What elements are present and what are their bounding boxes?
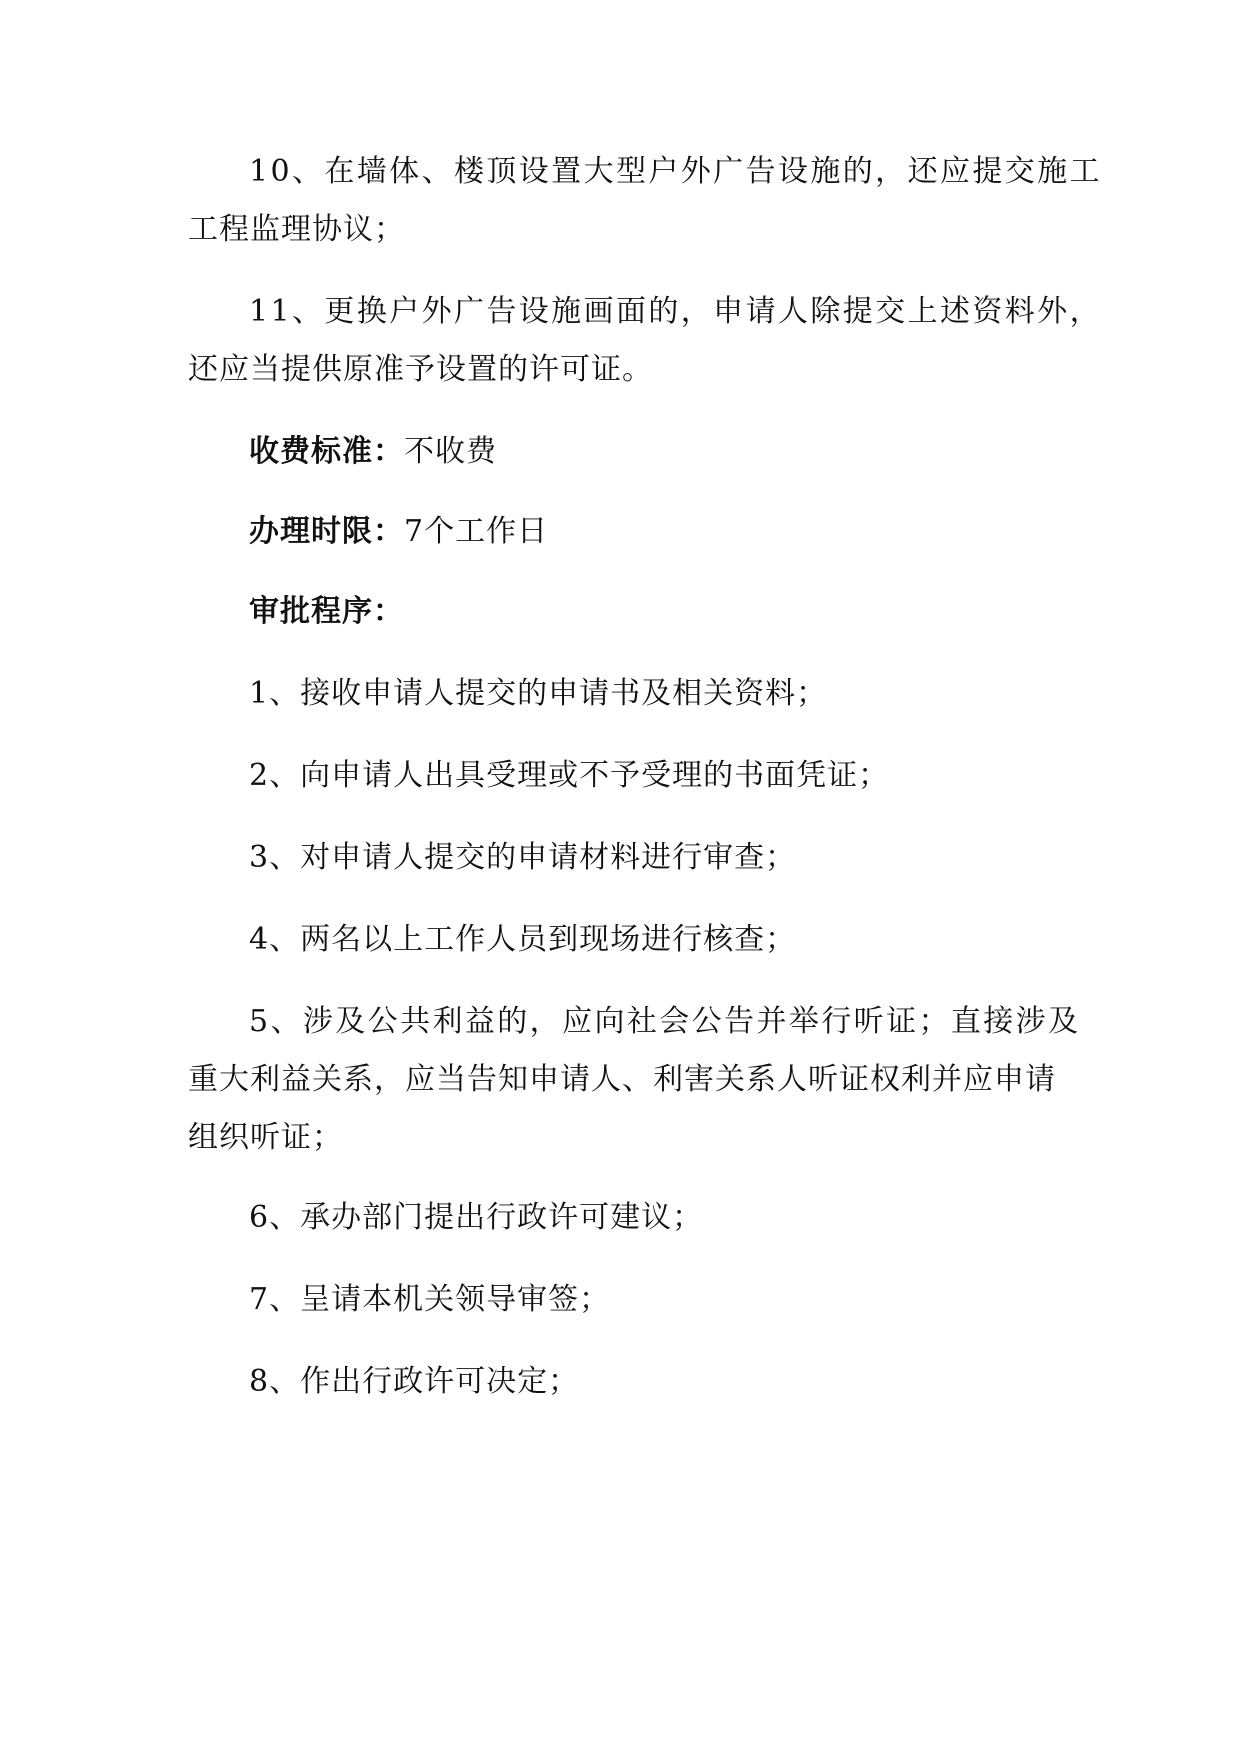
time-limit-value: 7个工作日 [404, 514, 549, 549]
procedure-step-2: 2、向申请人出具受理或不予受理的书面凭证； [249, 758, 890, 793]
time-limit-label: 办理时限： [249, 514, 404, 549]
fee-value: 不收费 [404, 434, 497, 469]
procedure-step-1: 1、接收申请人提交的申请书及相关资料； [249, 676, 828, 711]
time-limit [249, 512, 548, 552]
procedure-step-4: 4、两名以上工作人员到现场进行核查； [249, 922, 797, 957]
procedure-step-5-line-2: 重大利益关系，应当告知申请人、利害关系人听证权利并应申请 [188, 1062, 1056, 1097]
procedure-step-3: 3、对申请人提交的申请材料进行审查； [249, 840, 797, 875]
procedure-step-7: 7、呈请本机关领导审签； [249, 1282, 611, 1317]
fee-standard [249, 432, 497, 472]
item-10-line-2: 工程监理协议； [188, 212, 405, 247]
item-10-line-1: 10、在墙体、楼顶设置大型户外广告设施的，还应提交施工 [249, 154, 1102, 189]
procedure-step-6: 6、承办部门提出行政许可建议； [249, 1200, 704, 1235]
procedure-step-8: 8、作出行政许可决定； [249, 1364, 580, 1399]
procedure-step-5-line-3: 组织听证； [188, 1120, 343, 1155]
item-11-line-1: 11、更换户外广告设施画面的，申请人除提交上述资料外， [249, 294, 1102, 329]
fee-label: 收费标准： [249, 434, 404, 469]
procedure-step-5-line-1: 5、涉及公共利益的，应向社会公告并举行听证；直接涉及 [249, 1004, 1081, 1039]
procedure-heading: 审批程序： [249, 594, 404, 629]
item-11-line-2: 还应当提供原准予设置的许可证。 [188, 352, 653, 387]
